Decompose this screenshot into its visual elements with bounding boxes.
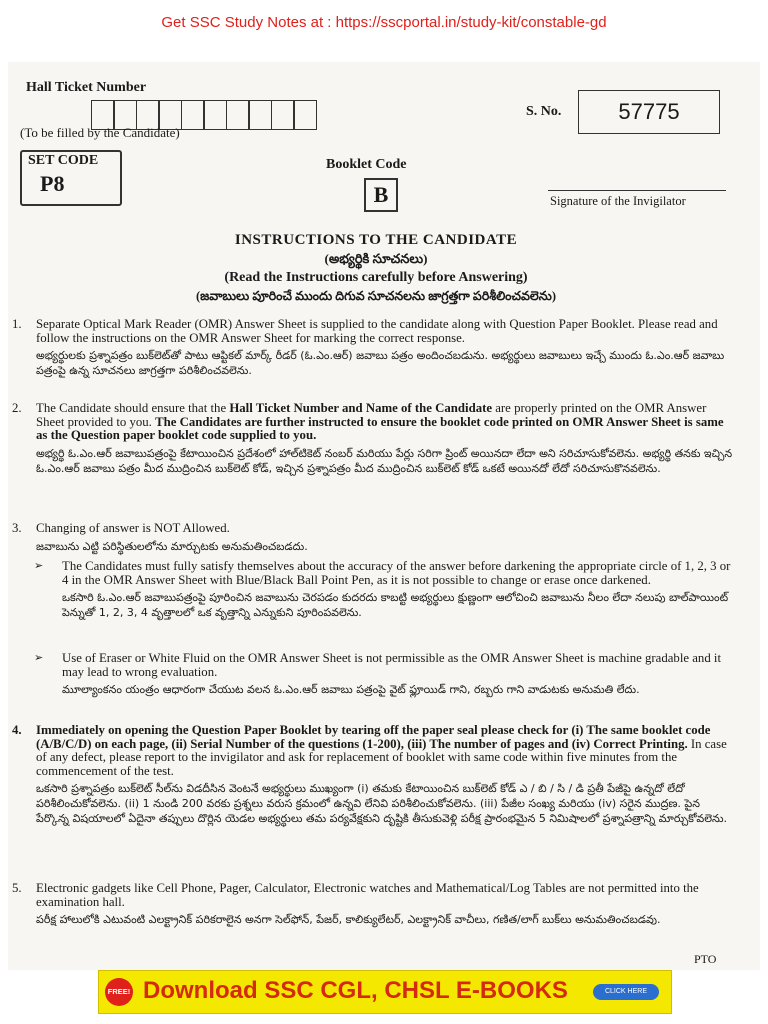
instruction-text-telugu: అభ్యర్థి ఓ.ఎం.ఆర్ జవాబుపత్రంపై కేటాయించిన ప్రదేశంలో హాల్‌టికెట్ నంబర్ మరియు పేర్లు సరిగా ప్రింట్ అయినదా లేదా అని సరిచూసుకోవలెను. అభ్యర్థి తనకు ఇచ్చిన ఓ.ఎం.ఆర్ జవాబు పత్రం మీద ముద్రించిన బుక్‌లెట్ కోడ్, ఇచ్చిన ప్రశ్నాపత్రం మీద ముద్రించిన బుక్‌లెట్ కోడ్ ఒకటే అయినదో లేదో సరిచూసుకొనవలెను. (36, 446, 733, 475)
read-carefully-note-telugu: (జవాబులు పూరించే ముందు దిగువ సూచనలను జాగ్రత్తగా పరిశీలించవలెను) (195, 289, 557, 303)
set-code-label: SET CODE (28, 153, 99, 168)
hall-ticket-box (226, 100, 250, 130)
signature-label: Signature of the Invigilator (550, 194, 686, 208)
hall-ticket-box (181, 100, 205, 130)
instruction-text: Use of Eraser or White Fluid on the OMR Answer Sheet is not permissible as the OMR Answer Sheet is machine gradable and it may lead to wrong evaluation. (62, 651, 722, 679)
text-span-bold: Immediately on opening the Question Paper Booklet by tearing off the paper seal please check for (i) The same booklet code (A/B/C/D) on each page, (ii) Serial Number of the questions (1-200), (iii) The number of pages and (iv) Correct Printing. (36, 723, 711, 751)
serial-number-label: S. No. (526, 104, 562, 119)
set-code-value: P8 (40, 171, 65, 196)
instruction-item-4 (12, 723, 736, 826)
study-notes-banner[interactable]: Get SSC Study Notes at : https://sscportal.in/study-kit/constable-gd (161, 14, 607, 31)
instruction-item-1 (12, 317, 736, 378)
signature-line (548, 190, 726, 191)
booklet-code-value: B (364, 178, 398, 212)
read-carefully-note: (Read the Instructions carefully before Answering) (224, 270, 528, 285)
text-span-bold: Hall Ticket Number and Name of the Candidate (229, 401, 493, 415)
instruction-text-telugu: ఒకసారి ప్రశ్నాపత్రం బుక్‌లెట్ సీల్‌ను విడదీసిన వెంటనే అభ్యర్థులు ముఖ్యంగా (i) తమకు కేటాయించిన బుక్‌లెట్ కోడ్ ఎ / బి / సి / డి ప్రతీ పేజీపై ఉన్నదో లేదో పరిశీలించుకోవలెను. (ii) 1 నుండి 200 వరకు ప్రశ్నలు వరుస క్రమంలో ఉన్నవి లేనివి పరిశీలించుకోవలెను. (iii) పేజీల సంఖ్య మరియు (iv) సరైన ముద్రణ. పైన పేర్కొన్న విషయాలలో ఏదైనా తప్పులు దొర్లిన యెడల అభ్యర్థులు తమ పర్యవేక్షకుని దృష్టికి తీసుకువెళ్లి పరీక్ష ప్రారంభమైన 5 నిమిషాలలో ప్రశ్నాపత్రాన్ని మార్చుకోవలెను. (36, 782, 728, 825)
instruction-text (36, 402, 736, 443)
hall-ticket-box (271, 100, 295, 130)
free-badge-icon: FREE! (105, 978, 133, 1006)
item-number: 4. (12, 723, 22, 737)
serial-number-value: 57775 (578, 90, 720, 134)
instruction-item-2 (12, 401, 736, 476)
instruction-bullet-2 (34, 651, 738, 697)
text-span-bold: The Candidates are further instructed to ensure the booklet code printed on OMR Answer Sheet is same as the Question paper booklet code supplied to you. (36, 414, 724, 442)
instruction-text: Changing of answer is NOT Allowed. (36, 521, 230, 535)
instruction-bullet-1 (34, 559, 738, 620)
text-span: are properly printed on the OMR Answer Sheet provided to you. (36, 401, 707, 429)
instructions-title-telugu: (అభ్యర్థికి సూచనలు) (324, 251, 428, 266)
hall-ticket-note: (To be filled by the Candidate) (20, 125, 180, 140)
item-number: 5. (12, 881, 22, 895)
text-span: In case of any defect, please report to the invigilator and ask for replacement of booklet with same code within five minutes from the commencement of the test. (36, 736, 727, 778)
hall-ticket-box (203, 100, 227, 130)
item-number: 1. (12, 317, 22, 331)
please-turn-over: PTO (694, 952, 717, 966)
instruction-text: Separate Optical Mark Reader (OMR) Answer Sheet is supplied to the candidate along with Question Paper Booklet. Please read and follow the instructions on the OMR Answer Sheet for marking the correct response. (36, 317, 718, 345)
arrow-bullet-icon: ➢ (34, 652, 44, 664)
instruction-text-telugu: అభ్యర్థులకు ప్రశ్నాపత్రం బుక్‌లెట్‌తో పాటు ఆప్టికల్ మార్క్ రీడర్ (ఓ.ఎం.ఆర్) జవాబు పత్రం అందించబడును. అభ్యర్థులు జవాబులు ఇచ్చే ముందు ఓ.ఎం.ఆర్ జవాబు పత్రంపై ఉన్న సూచనలు జాగ్రత్తగా పరిశీలించవలెను. (36, 349, 725, 377)
booklet-code-label: Booklet Code (326, 157, 407, 172)
instruction-text-telugu: మూల్యాంకనం యంత్రం ఆధారంగా చేయుట వలన ఓ.ఎం.ఆర్ జవాబు పత్రంపై వైట్ ఫ్లూయిడ్ గాని, రబ్బరు గాని వాడుటకు అనుమతి లేదు. (62, 683, 640, 696)
instruction-text-telugu: ఒకసారి ఓ.ఎం.ఆర్ జవాబుపత్రంపై పూరించిన జవాబును చెరపడం కుదరదు కాబట్టి అభ్యర్థులు క్షుణ్ణంగా ఆలోచించి జవాబును నీలం లేదా నలుపు బాల్‌పాయింట్ పెన్నుతో 1, 2, 3, 4 వృత్తాలలో ఒక వృత్తాన్ని ఎన్నుకుని పూరింపవలెను. (62, 591, 729, 619)
instruction-text-telugu: జవాబును ఎట్టి పరిస్థితులలోను మార్చుటకు అనుమతించబడదు. (36, 539, 308, 553)
hall-ticket-box (248, 100, 272, 130)
hall-ticket-box (293, 100, 317, 130)
click-here-button[interactable]: CLICK HERE (593, 984, 659, 1000)
hall-ticket-label: Hall Ticket Number (26, 80, 147, 95)
item-number: 2. (12, 401, 22, 415)
item-number: 3. (12, 521, 22, 535)
instruction-text (36, 724, 736, 778)
download-ebooks-ad[interactable] (98, 970, 672, 1014)
instruction-item-5 (12, 881, 736, 927)
arrow-bullet-icon: ➢ (34, 560, 44, 572)
instruction-text-telugu: పరీక్ష హాలులోకి ఎటువంటి ఎలక్ట్రానిక్ పరికరాలైన అనగా సెల్‌ఫోన్, పేజర్, కాలిక్యులేటర్, ఎలక్ట్రానిక్ వాచీలు, గణిత/లాగ్ బుక్‌లు అనుమతించబడవు. (36, 913, 661, 926)
instructions-title: INSTRUCTIONS TO THE CANDIDATE (234, 232, 518, 248)
instruction-text: The Candidates must fully satisfy themselves about the accuracy of the answer before darkening the appropriate circle of 1, 2, 3 or 4 in the OMR Answer Sheet with Blue/Black Ball Point Pen, as it is not possible to change or erase once darkened. (62, 559, 731, 587)
text-span: The Candidate should ensure that the (36, 401, 230, 415)
instruction-text: Electronic gadgets like Cell Phone, Pager, Calculator, Electronic watches and Mathematical/Log Tables are not permitted into the examination hall. (36, 881, 699, 909)
ad-headline: Download SSC CGL, CHSL E-BOOKS (143, 977, 568, 1004)
instruction-item-3 (12, 521, 736, 554)
